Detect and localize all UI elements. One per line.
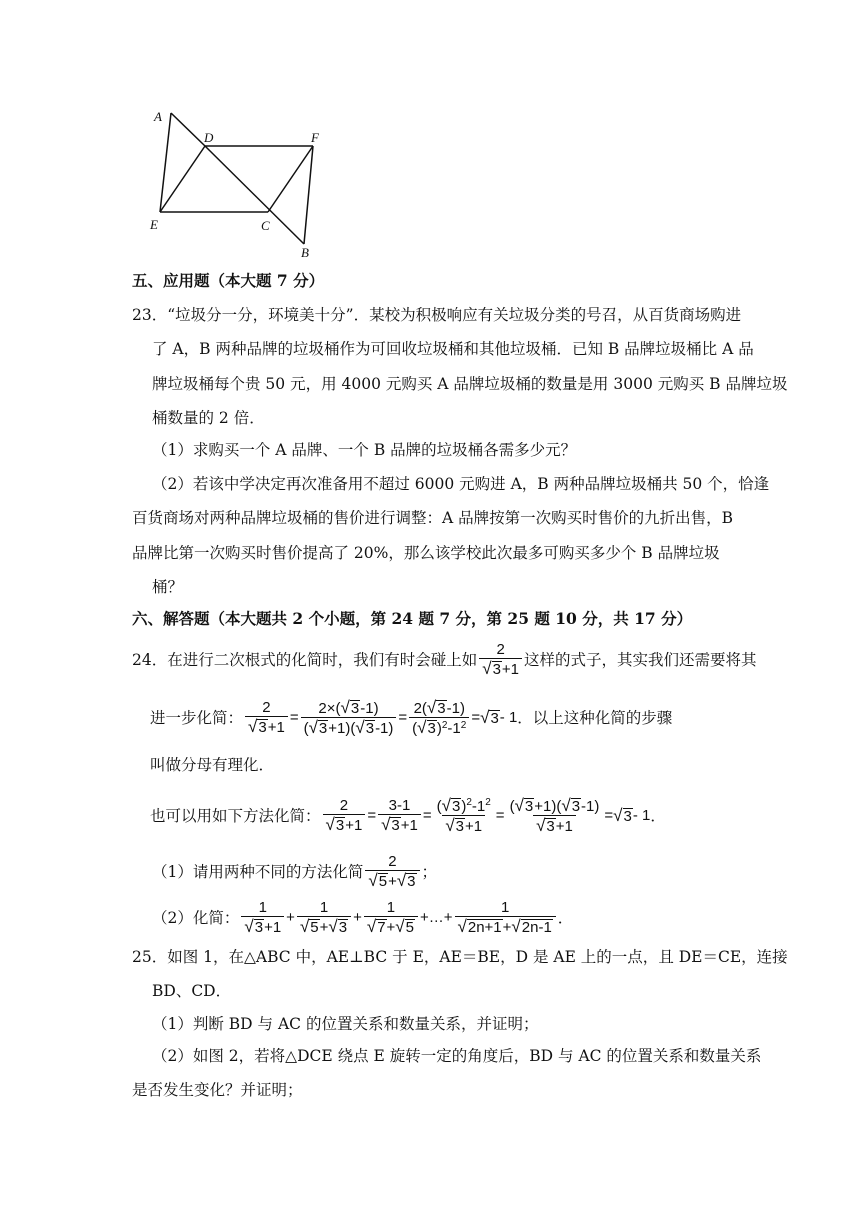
q23-part-2-line-4: 桶？ (152, 578, 184, 596)
q24-rationalize: 叫做分母有理化． (150, 756, 275, 774)
q24-part-1: （1）请用两种不同的方法化简 2 √ 5 + √ 3 ； (152, 848, 437, 896)
q24-step: 进一步化简： 2 √ 3 +1 = 2×( √ 3 -1) ( √ 3 +1)( √ 3 -1) = 2( √ 3 -1) ( √ 3 )$^2-1^2$ = √ 3 - 1 ．以上这种化简的步骤 (150, 690, 672, 746)
q23-part-2-line-2: 百货商场对两种品牌垃圾桶的售价进行调整：A 品牌按第一次购买时售价的九折出售，B (132, 509, 734, 527)
q23-line-2: 了 A，B 两种品牌的垃圾桶作为可回收垃圾桶和其他垃圾桶．已知 B 品牌垃圾桶比 A 品 (152, 340, 754, 358)
segment-db (205, 146, 304, 244)
q23-part-2-line-3: 品牌比第一次购买时售价提高了 20%，那么该学校此次最多可购买多少个 B 品牌垃圾 (132, 544, 720, 562)
segment-ad (171, 113, 205, 146)
label-f: F (311, 130, 319, 145)
alt-fraction-1: 2 √ 3 +1 (323, 797, 366, 835)
q23-part-2-line-1: （2）若该中学决定再次准备用不超过 6000 元购进 A，B 两种品牌垃圾桶共 50 个，恰逢 (152, 475, 770, 493)
label-b: B (301, 245, 309, 260)
q23-line-1: 23．“垃圾分一分，环境美十分”．某校为积极响应有关垃圾分类的号召，从百货商场购进 (132, 306, 742, 324)
label-d: D (204, 130, 214, 145)
q24-alt-prefix: 也可以用如下方法化简： (150, 807, 321, 825)
q25-line-1: 25．如图 1，在△ABC 中，AE⊥BC 于 E，AE＝BE，D 是 AE 上的一点，且 DE＝CE，连接 (132, 948, 788, 966)
q23-line-4: 桶数量的 2 倍． (152, 409, 265, 427)
q24-step-prefix: 进一步化简： (150, 709, 244, 727)
q24-alternative: 也可以用如下方法化简： 2 √ 3 +1 = 3-1 √ 3 +1 = ( √ 3 )$^2-1^2$ √ 3 +1 = ( √ 3 +1)( √ 3 -1) √ 3 +1 = √ 3 - 1 ． (150, 788, 666, 844)
series-term-2: 1 √ 5 + √ 3 (297, 899, 351, 937)
series-term-3: 1 √ 7 + √ 5 (364, 899, 418, 937)
geometry-figure (140, 100, 340, 260)
label-a: A (154, 109, 162, 124)
alt-fraction-4: ( √ 3 +1)( √ 3 -1) √ 3 +1 (509, 795, 600, 835)
q24-intro-suffix: 这样的式子，其实我们还需要将其 (524, 651, 757, 669)
q24-part2-prefix: （2）化简： (152, 909, 240, 927)
section-heading-6: 六、解答题（本大题共 2 个小题，第 24 题 7 分，第 25 题 10 分，共 17 分） (132, 609, 693, 628)
segment-fb (304, 146, 313, 244)
q24-intro-prefix: 24．在进行二次根式的化简时，我们有时会碰上如 (132, 651, 478, 669)
series-term-1: 1 √ 3 +1 (241, 899, 284, 937)
q23-line-3: 牌垃圾桶每个贵 50 元，用 4000 元购买 A 品牌垃圾桶的数量是用 3000 元购买 B 品牌垃圾 (152, 375, 788, 393)
series-term-n: 1 √ 2n+1 + √ 2n-1 (455, 899, 556, 937)
label-c: C (261, 218, 270, 233)
q25-part-2-line-2: 是否发生变化？并证明； (132, 1081, 303, 1099)
q24-intro (132, 636, 757, 684)
section-heading-5: 五、应用题（本大题 7 分） (132, 271, 325, 290)
step-fraction-1: 2 √ 3 +1 (245, 699, 288, 737)
q23-part-1: （1）求购买一个 A 品牌、一个 B 品牌的垃圾桶各需多少元？ (152, 441, 577, 459)
fraction-2-over-sqrt3-plus-1: 2 √ 3 +1 (479, 641, 522, 679)
q24-part1-prefix: （1）请用两种不同的方法化简 (152, 863, 364, 881)
q24-step-suffix: ．以上这种化简的步骤 (517, 709, 673, 727)
fraction-2-over-sqrt5-plus-sqrt3: 2 √ 5 + √ 3 (365, 853, 419, 891)
segment-cf (268, 146, 313, 212)
q25-part-1: （1）判断 BD 与 AC 的位置关系和数量关系，并证明； (152, 1015, 539, 1033)
q24-part-2: （2）化简： 1 √ 3 +1 + 1 √ 5 + √ 3 + 1 √ 7 + √ 5 +…+ 1 √ 2n+1 + √ 2n-1 ． (152, 894, 573, 942)
q25-part-2-line-1: （2）如图 2，若将△DCE 绕点 E 旋转一定的角度后，BD 与 AC 的位置关系和数量关系 (152, 1047, 762, 1065)
label-e: E (150, 217, 158, 232)
q25-line-2: BD、CD． (152, 982, 232, 1000)
step-fraction-3: 2( √ 3 -1) ( √ 3 )$^2-1^2$ (409, 699, 469, 738)
step-fraction-2: 2×( √ 3 -1) ( √ 3 +1)( √ 3 -1) (301, 699, 397, 738)
alt-fraction-2: 3-1 √ 3 +1 (378, 797, 421, 835)
alt-fraction-3: ( √ 3 )$^2-1^2$ √ 3 +1 (436, 795, 491, 835)
